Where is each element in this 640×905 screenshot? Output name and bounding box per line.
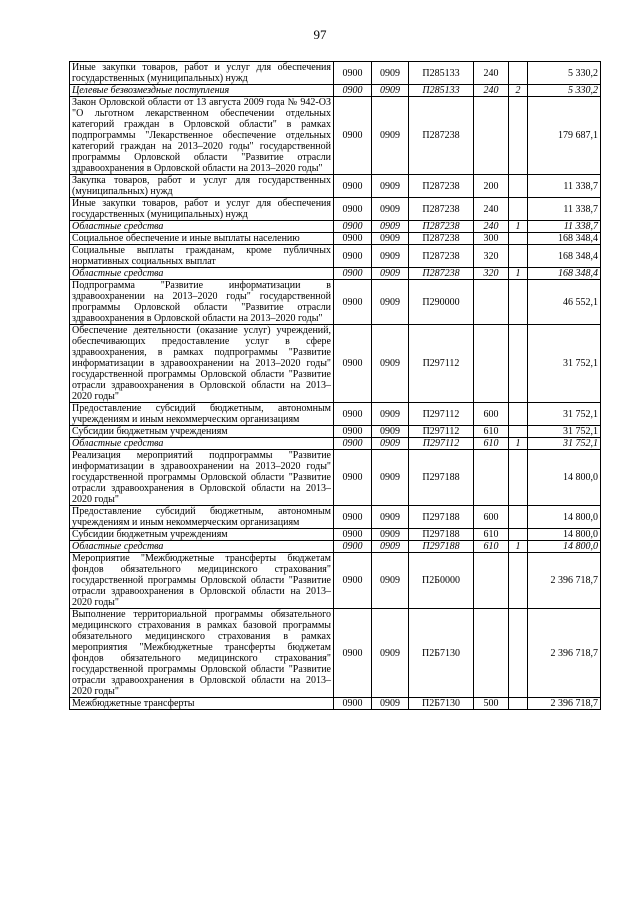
article-code: П297188 [409, 450, 474, 506]
row-name: Предоставление субсидий бюджетным, автономным учреждениям и иным некоммерческим организациям [70, 506, 334, 529]
row-name: Социальное обеспечение и иные выплаты населению [70, 233, 334, 245]
section-code: 0909 [372, 426, 409, 438]
section-code: 0909 [372, 85, 409, 97]
row-name: Областные средства [70, 438, 334, 450]
amount: 11 338,7 [528, 221, 601, 233]
table-row [70, 506, 601, 529]
source-code [509, 529, 528, 541]
section-code: 0909 [372, 221, 409, 233]
amount: 2 396 718,7 [528, 698, 601, 710]
expense-type-code: 300 [474, 233, 509, 245]
row-name: Подпрограмма "Развитие информатизации в здравоохранении на 2013–2020 годы" государственной программы Орловской области "Развитие отрасли здравоохранения в Орловской области на 2013–2020 годы" [70, 280, 334, 325]
row-name: Областные средства [70, 221, 334, 233]
expense-type-code [474, 450, 509, 506]
row-name: Обеспечение деятельности (оказание услуг) учреждений, обеспечивающих предоставление услуг в сфере здравоохранения, в рамках подпрограммы "Развитие информатизации в здравоохранении на 2013–2020 годы" государственной программы Орловской области "Развитие отрасли здравоохранения в Орловской области на 2013–2020 годы" [70, 325, 334, 403]
amount: 14 800,0 [528, 529, 601, 541]
source-code: 1 [509, 221, 528, 233]
source-code [509, 175, 528, 198]
table-row [70, 553, 601, 609]
table-row [70, 97, 601, 175]
amount: 5 330,2 [528, 62, 601, 85]
table-row [70, 62, 601, 85]
row-name: Субсидии бюджетным учреждениям [70, 426, 334, 438]
row-name: Выполнение территориальной программы обязательного медицинского страхования в рамках базовой программы обязательного медицинского страхования в рамках мероприятия "Межбюджетные трансферты бюджетам фондов обязательного медицинского страхования" государственной программы Орловской области "Развитие отрасли здравоохранения в Орловской области на 2013–2020 годы" [70, 609, 334, 698]
row-name: Социальные выплаты гражданам, кроме публичных нормативных социальных выплат [70, 245, 334, 268]
expense-type-code: 320 [474, 245, 509, 268]
table-row [70, 450, 601, 506]
ministry-code: 0900 [334, 529, 372, 541]
amount: 46 552,1 [528, 280, 601, 325]
table-row [70, 221, 601, 233]
ministry-code: 0900 [334, 198, 372, 221]
amount: 14 800,0 [528, 506, 601, 529]
ministry-code: 0900 [334, 450, 372, 506]
section-code: 0909 [372, 541, 409, 553]
source-code [509, 62, 528, 85]
amount: 2 396 718,7 [528, 553, 601, 609]
ministry-code: 0900 [334, 221, 372, 233]
table-row [70, 233, 601, 245]
source-code [509, 280, 528, 325]
article-code: П2Б0000 [409, 553, 474, 609]
section-code: 0909 [372, 609, 409, 698]
ministry-code: 0900 [334, 62, 372, 85]
article-code: П2Б7130 [409, 698, 474, 710]
amount: 14 800,0 [528, 541, 601, 553]
source-code: 1 [509, 541, 528, 553]
amount: 31 752,1 [528, 325, 601, 403]
section-code: 0909 [372, 438, 409, 450]
section-code: 0909 [372, 245, 409, 268]
source-code [509, 426, 528, 438]
ministry-code: 0900 [334, 698, 372, 710]
ministry-code: 0900 [334, 233, 372, 245]
amount: 179 687,1 [528, 97, 601, 175]
ministry-code: 0900 [334, 426, 372, 438]
article-code: П287238 [409, 221, 474, 233]
expense-type-code [474, 609, 509, 698]
section-code: 0909 [372, 403, 409, 426]
expense-type-code: 320 [474, 268, 509, 280]
ministry-code: 0900 [334, 85, 372, 97]
article-code: П297188 [409, 529, 474, 541]
article-code: П2Б7130 [409, 609, 474, 698]
article-code: П287238 [409, 268, 474, 280]
ministry-code: 0900 [334, 175, 372, 198]
ministry-code: 0900 [334, 506, 372, 529]
source-code [509, 609, 528, 698]
source-code [509, 403, 528, 426]
table-row [70, 325, 601, 403]
ministry-code: 0900 [334, 438, 372, 450]
amount: 168 348,4 [528, 245, 601, 268]
section-code: 0909 [372, 97, 409, 175]
ministry-code: 0900 [334, 280, 372, 325]
expense-type-code: 240 [474, 85, 509, 97]
table-row [70, 198, 601, 221]
ministry-code: 0900 [334, 553, 372, 609]
ministry-code: 0900 [334, 245, 372, 268]
table-row [70, 85, 601, 97]
article-code: П285133 [409, 62, 474, 85]
section-code: 0909 [372, 553, 409, 609]
expense-type-code: 610 [474, 529, 509, 541]
expense-type-code: 600 [474, 403, 509, 426]
amount: 14 800,0 [528, 450, 601, 506]
expense-type-code: 500 [474, 698, 509, 710]
table-row [70, 175, 601, 198]
row-name: Реализация мероприятий подпрограммы "Развитие информатизации в здравоохранении на 2013–2020 годы" государственной программы Орловской области "Развитие отрасли здравоохранения в Орловской области на 2013–2020 годы" [70, 450, 334, 506]
row-name: Областные средства [70, 541, 334, 553]
article-code: П287238 [409, 175, 474, 198]
expense-type-code: 600 [474, 506, 509, 529]
table-row [70, 268, 601, 280]
row-name: Иные закупки товаров, работ и услуг для обеспечения государственных (муниципальных) нужд [70, 198, 334, 221]
section-code: 0909 [372, 529, 409, 541]
expense-type-code [474, 325, 509, 403]
section-code: 0909 [372, 325, 409, 403]
section-code: 0909 [372, 280, 409, 325]
amount: 31 752,1 [528, 426, 601, 438]
article-code: П285133 [409, 85, 474, 97]
expense-type-code: 610 [474, 541, 509, 553]
row-name: Иные закупки товаров, работ и услуг для обеспечения государственных (муниципальных) нужд [70, 62, 334, 85]
source-code [509, 233, 528, 245]
amount: 31 752,1 [528, 438, 601, 450]
article-code: П287238 [409, 233, 474, 245]
article-code: П297112 [409, 426, 474, 438]
section-code: 0909 [372, 175, 409, 198]
source-code [509, 698, 528, 710]
section-code: 0909 [372, 233, 409, 245]
section-code: 0909 [372, 450, 409, 506]
section-code: 0909 [372, 268, 409, 280]
table-row [70, 541, 601, 553]
ministry-code: 0900 [334, 541, 372, 553]
table-row [70, 280, 601, 325]
row-name: Целевые безвозмездные поступления [70, 85, 334, 97]
section-code: 0909 [372, 198, 409, 221]
ministry-code: 0900 [334, 325, 372, 403]
source-code: 2 [509, 85, 528, 97]
source-code [509, 450, 528, 506]
article-code: П297188 [409, 506, 474, 529]
amount: 5 330,2 [528, 85, 601, 97]
row-name: Предоставление субсидий бюджетным, автономным учреждениям и иным некоммерческим организациям [70, 403, 334, 426]
ministry-code: 0900 [334, 403, 372, 426]
source-code [509, 506, 528, 529]
ministry-code: 0900 [334, 268, 372, 280]
source-code [509, 553, 528, 609]
amount: 31 752,1 [528, 403, 601, 426]
row-name: Областные средства [70, 268, 334, 280]
amount: 2 396 718,7 [528, 609, 601, 698]
article-code: П297112 [409, 438, 474, 450]
expense-type-code: 240 [474, 221, 509, 233]
ministry-code: 0900 [334, 609, 372, 698]
article-code: П290000 [409, 280, 474, 325]
amount: 11 338,7 [528, 175, 601, 198]
table-row [70, 529, 601, 541]
expense-type-code: 610 [474, 438, 509, 450]
table-row [70, 698, 601, 710]
amount: 168 348,4 [528, 233, 601, 245]
article-code: П297112 [409, 325, 474, 403]
row-name: Закон Орловской области от 13 августа 2009 года № 942-ОЗ "О льготном лекарственном обеспечении отдельных категорий граждан в Орловской области" в рамках подпрограммы "Лекарственное обеспечение отдельных категорий граждан на 2013–2020 годы" государственной программы Орловской области "Развитие отрасли здравоохранения в Орловской области на 2013–2020 годы" [70, 97, 334, 175]
source-code: 1 [509, 438, 528, 450]
row-name: Закупка товаров, работ и услуг для государственных (муниципальных) нужд [70, 175, 334, 198]
expense-type-code: 610 [474, 426, 509, 438]
page-number: 97 [313, 27, 327, 42]
table-row [70, 245, 601, 268]
article-code: П287238 [409, 97, 474, 175]
row-name: Межбюджетные трансферты [70, 698, 334, 710]
section-code: 0909 [372, 62, 409, 85]
expense-type-code: 240 [474, 62, 509, 85]
table-row [70, 438, 601, 450]
budget-table [69, 61, 601, 710]
expense-type-code [474, 553, 509, 609]
article-code: П287238 [409, 198, 474, 221]
section-code: 0909 [372, 698, 409, 710]
source-code [509, 198, 528, 221]
source-code: 1 [509, 268, 528, 280]
table-row [70, 609, 601, 698]
amount: 168 348,4 [528, 268, 601, 280]
row-name: Субсидии бюджетным учреждениям [70, 529, 334, 541]
expense-type-code: 200 [474, 175, 509, 198]
row-name: Мероприятие "Межбюджетные трансферты бюджетам фондов обязательного медицинского страхования" государственной программы Орловской области "Развитие отрасли здравоохранения в Орловской области на 2013–2020 годы" [70, 553, 334, 609]
article-code: П297188 [409, 541, 474, 553]
table-row [70, 403, 601, 426]
article-code: П287238 [409, 245, 474, 268]
table-row [70, 426, 601, 438]
ministry-code: 0900 [334, 97, 372, 175]
source-code [509, 245, 528, 268]
article-code: П297112 [409, 403, 474, 426]
table-body [70, 62, 601, 710]
expense-type-code [474, 280, 509, 325]
expense-type-code: 240 [474, 198, 509, 221]
source-code [509, 325, 528, 403]
source-code [509, 97, 528, 175]
section-code: 0909 [372, 506, 409, 529]
amount: 11 338,7 [528, 198, 601, 221]
expense-type-code [474, 97, 509, 175]
